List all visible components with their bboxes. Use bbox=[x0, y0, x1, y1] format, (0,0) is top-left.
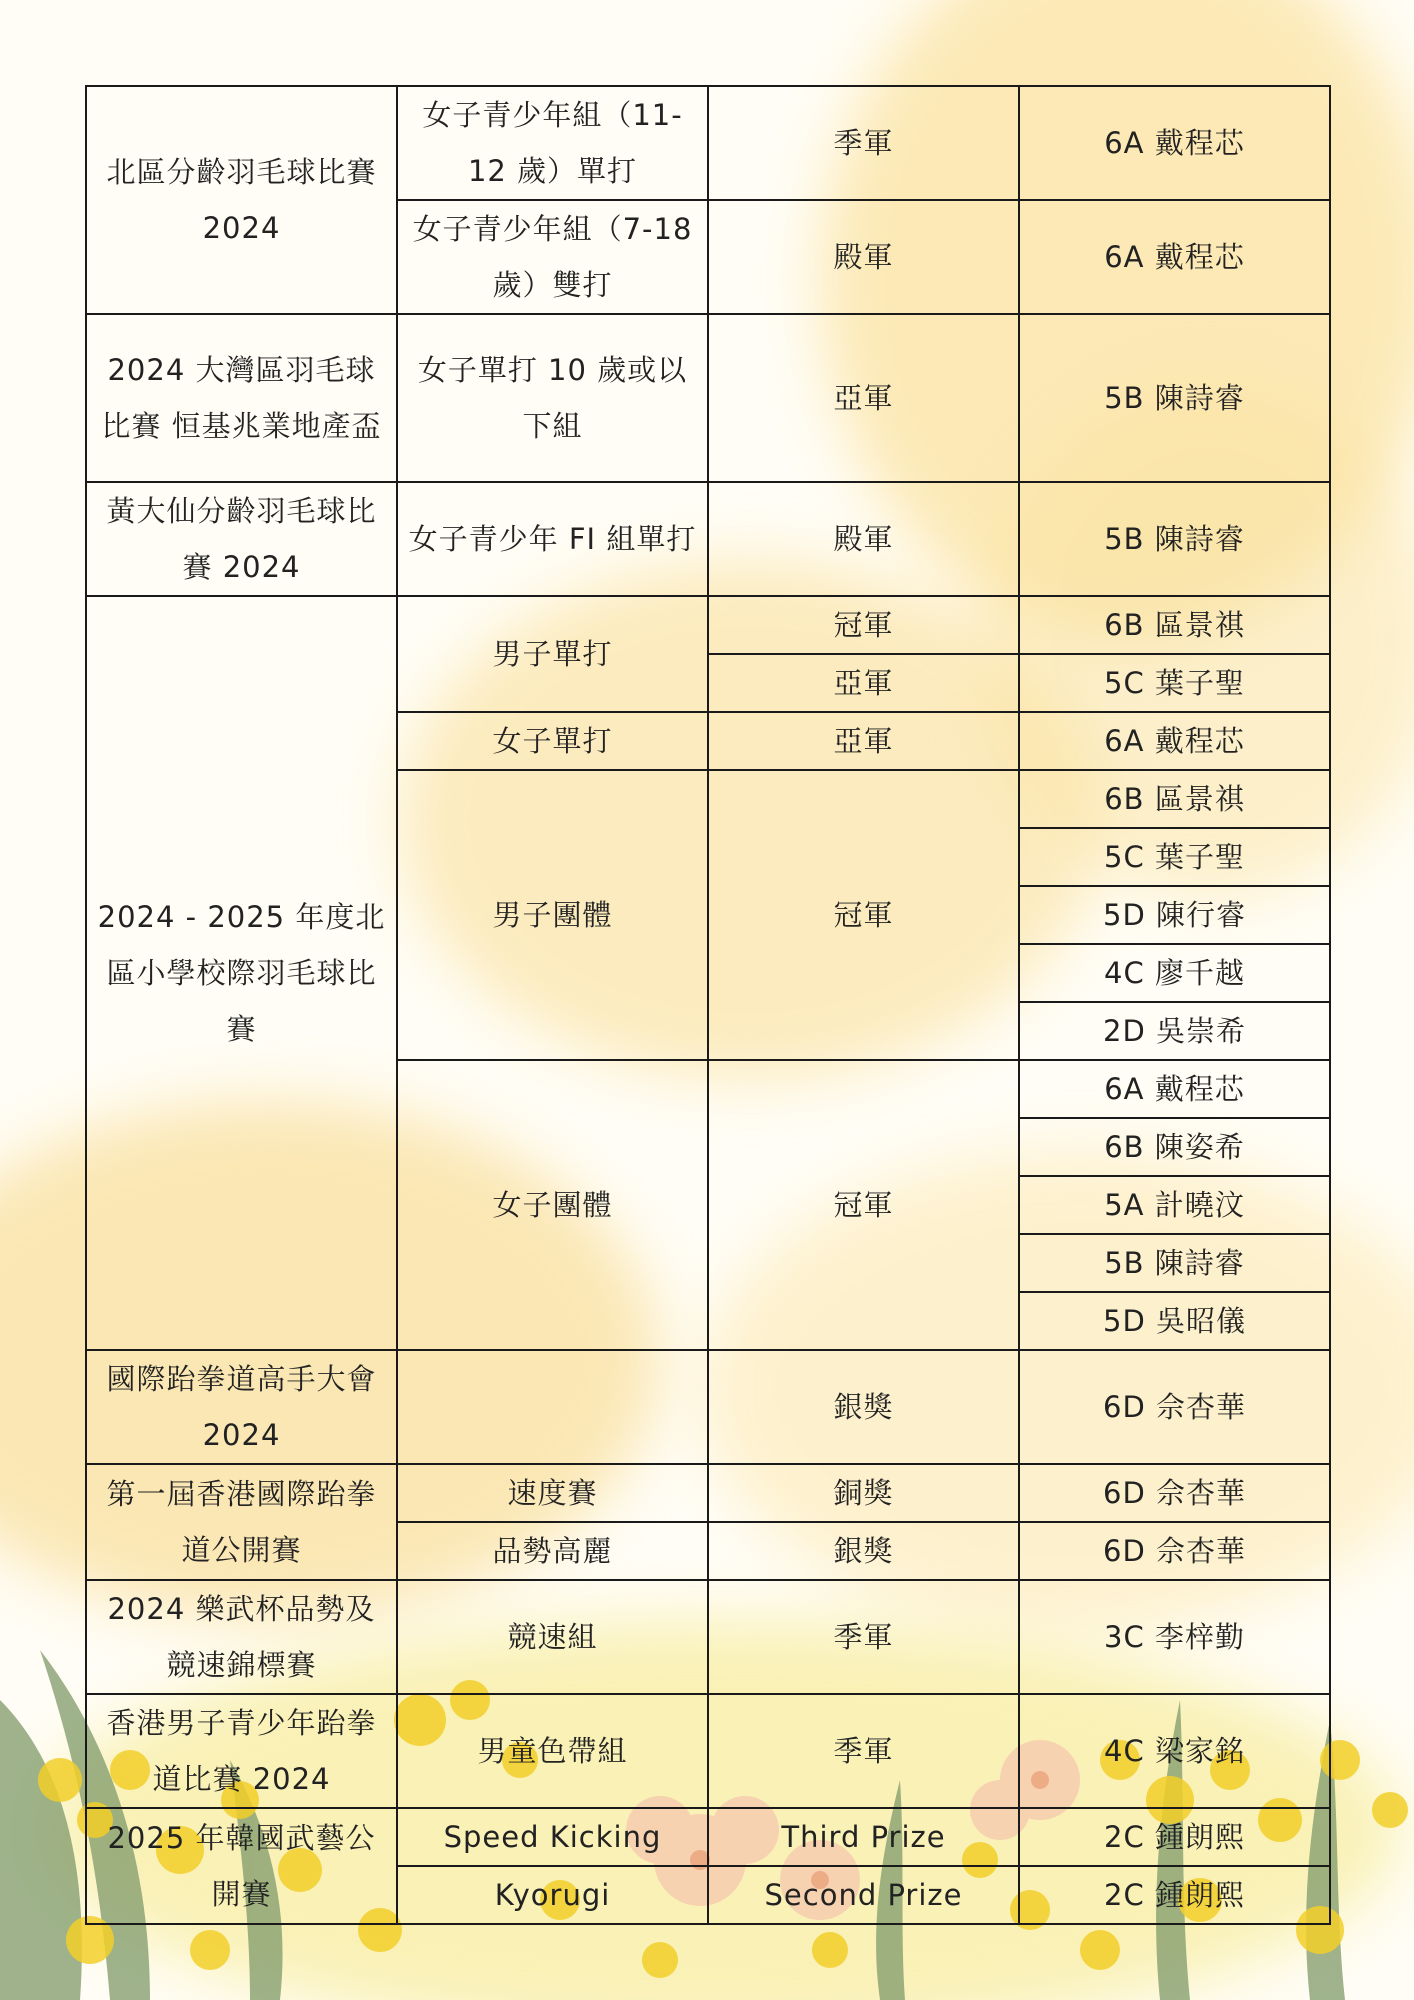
awards-table bbox=[85, 85, 1331, 1925]
event-cell: 女子單打 10 歲或以下組 bbox=[397, 314, 708, 482]
event-cell: 女子單打 bbox=[397, 712, 708, 770]
award-cell: 亞軍 bbox=[708, 712, 1019, 770]
award-cell: 殿軍 bbox=[708, 200, 1019, 314]
student-cell: 6A 戴程芯 bbox=[1019, 1060, 1330, 1118]
event-cell bbox=[397, 1350, 708, 1464]
student-cell: 5D 吳昭儀 bbox=[1019, 1292, 1330, 1350]
student-cell: 6B 區景祺 bbox=[1019, 770, 1330, 828]
event-cell: 男子團體 bbox=[397, 770, 708, 1060]
student-cell: 5D 陳行睿 bbox=[1019, 886, 1330, 944]
competition-cell: 2024 大灣區羽毛球比賽 恒基兆業地產盃 bbox=[86, 314, 397, 482]
competition-cell: 2025 年韓國武藝公開賽 bbox=[86, 1808, 397, 1924]
student-cell: 3C 李梓勤 bbox=[1019, 1580, 1330, 1694]
competition-cell: 第一屆香港國際跆拳道公開賽 bbox=[86, 1464, 397, 1580]
award-cell: Second Prize bbox=[708, 1866, 1019, 1924]
table-row bbox=[86, 1464, 1330, 1522]
table-row bbox=[86, 1808, 1330, 1866]
student-cell: 4C 廖千越 bbox=[1019, 944, 1330, 1002]
competition-cell: 2024 樂武杯品勢及競速錦標賽 bbox=[86, 1580, 397, 1694]
table-row bbox=[86, 1694, 1330, 1751]
award-cell: 亞軍 bbox=[708, 314, 1019, 482]
student-cell: 4C 梁家銘 bbox=[1019, 1694, 1330, 1808]
student-cell: 6A 戴程芯 bbox=[1019, 712, 1330, 770]
award-cell: 季軍 bbox=[708, 1694, 1019, 1808]
award-cell: 銀獎 bbox=[708, 1350, 1019, 1464]
competition-cell: 北區分齡羽毛球比賽 2024 bbox=[86, 86, 397, 314]
event-cell: 女子青少年 FI 組單打 bbox=[397, 482, 708, 596]
table-row bbox=[86, 482, 1330, 539]
student-cell: 5C 葉子聖 bbox=[1019, 828, 1330, 886]
event-cell: 品勢高麗 bbox=[397, 1522, 708, 1580]
award-cell: 季軍 bbox=[708, 86, 1019, 200]
student-cell: 2C 鍾朗熙 bbox=[1019, 1808, 1330, 1866]
event-cell: 男子單打 bbox=[397, 596, 708, 712]
award-cell: 銀獎 bbox=[708, 1522, 1019, 1580]
student-cell: 2D 吳崇希 bbox=[1019, 1002, 1330, 1060]
award-cell: 銅獎 bbox=[708, 1464, 1019, 1522]
event-cell: Kyorugi bbox=[397, 1866, 708, 1924]
table-row bbox=[86, 86, 1330, 143]
event-cell: 速度賽 bbox=[397, 1464, 708, 1522]
award-cell: Third Prize bbox=[708, 1808, 1019, 1866]
student-cell: 5C 葉子聖 bbox=[1019, 654, 1330, 712]
event-cell: 女子團體 bbox=[397, 1060, 708, 1350]
student-cell: 6A 戴程芯 bbox=[1019, 86, 1330, 200]
student-cell: 2C 鍾朗熙 bbox=[1019, 1866, 1330, 1924]
student-cell: 6D 佘杏華 bbox=[1019, 1464, 1330, 1522]
student-cell: 6B 陳姿希 bbox=[1019, 1118, 1330, 1176]
student-cell: 6D 佘杏華 bbox=[1019, 1522, 1330, 1580]
event-cell: 競速組 bbox=[397, 1580, 708, 1694]
student-cell: 5B 陳詩睿 bbox=[1019, 314, 1330, 482]
student-cell: 6B 區景祺 bbox=[1019, 596, 1330, 654]
table-row bbox=[86, 314, 1330, 370]
award-cell: 冠軍 bbox=[708, 596, 1019, 654]
table-row bbox=[86, 596, 1330, 654]
event-cell: 女子青少年組（11-12 歲）單打 bbox=[397, 86, 708, 200]
event-cell: 男童色帶組 bbox=[397, 1694, 708, 1808]
table-row bbox=[86, 1350, 1330, 1407]
event-cell: 女子青少年組（7-18 歲）雙打 bbox=[397, 200, 708, 314]
competition-cell: 黃大仙分齡羽毛球比賽 2024 bbox=[86, 482, 397, 596]
competition-cell: 2024 - 2025 年度北區小學校際羽毛球比賽 bbox=[86, 596, 397, 1350]
student-cell: 5B 陳詩睿 bbox=[1019, 1234, 1330, 1292]
award-cell: 殿軍 bbox=[708, 482, 1019, 596]
event-cell: Speed Kicking bbox=[397, 1808, 708, 1866]
student-cell: 5A 計曉汶 bbox=[1019, 1176, 1330, 1234]
award-cell: 冠軍 bbox=[708, 770, 1019, 1060]
competition-cell: 香港男子青少年跆拳道比賽 2024 bbox=[86, 1694, 397, 1808]
student-cell: 6A 戴程芯 bbox=[1019, 200, 1330, 314]
award-cell: 冠軍 bbox=[708, 1060, 1019, 1350]
student-cell: 5B 陳詩睿 bbox=[1019, 482, 1330, 596]
award-cell: 季軍 bbox=[708, 1580, 1019, 1694]
table-row bbox=[86, 1580, 1330, 1637]
competition-cell: 國際跆拳道高手大會 2024 bbox=[86, 1350, 397, 1464]
student-cell: 6D 佘杏華 bbox=[1019, 1350, 1330, 1464]
award-cell: 亞軍 bbox=[708, 654, 1019, 712]
